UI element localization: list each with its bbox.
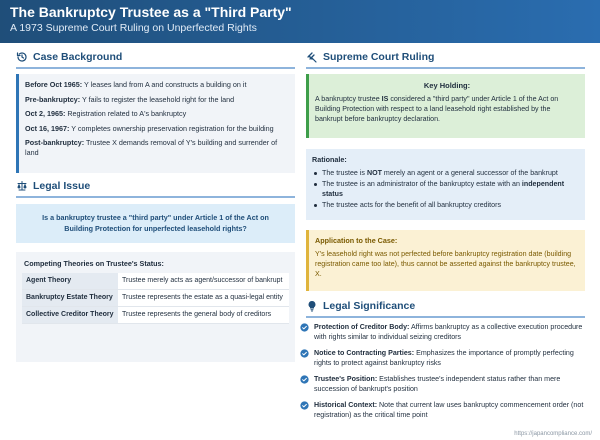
key-holding-box bbox=[306, 74, 585, 138]
timeline-text: Trustee X demands removal of Y's building and surrender of land bbox=[25, 138, 278, 158]
section-divider bbox=[306, 67, 585, 69]
page-subtitle: A 1973 Supreme Court Ruling on Unperfected Rights bbox=[10, 22, 257, 34]
timeline-label: Oct 16, 1967: bbox=[25, 123, 70, 133]
significance-label: Historical Context: bbox=[314, 401, 378, 409]
rationale-box bbox=[306, 149, 585, 220]
timeline-text: Y fails to register the leasehold right for the land bbox=[80, 94, 235, 104]
significance-label: Trustee's Position: bbox=[314, 375, 378, 383]
legal-significance-heading bbox=[306, 300, 415, 312]
ruling-heading bbox=[306, 51, 434, 63]
section-divider bbox=[16, 67, 295, 69]
check-circle-icon bbox=[300, 401, 309, 410]
significance-detail: Emphasizes the importance of promptly perfecting rights to protect against bankruptcy risks bbox=[314, 349, 574, 367]
significance-text bbox=[314, 400, 590, 420]
legal-issue-title: Legal Issue bbox=[33, 180, 91, 192]
theory-description: Trustee represents the estate as a quasi-legal entity bbox=[118, 290, 289, 307]
gavel-icon bbox=[306, 51, 318, 63]
timeline-text: Y completes ownership preservation registration for the building bbox=[69, 123, 274, 133]
list-item bbox=[300, 322, 590, 342]
table-row bbox=[22, 290, 289, 307]
timeline-text: Registration related to A's bankruptcy bbox=[65, 109, 187, 119]
timeline-label: Oct 2, 1965: bbox=[25, 109, 66, 119]
case-background-heading bbox=[16, 51, 122, 63]
key-holding-title: Key Holding: bbox=[423, 81, 471, 90]
case-background-box bbox=[16, 74, 295, 173]
check-circle-icon bbox=[300, 349, 309, 358]
timeline-item bbox=[25, 138, 289, 158]
holding-text-start: A bankruptcy trustee bbox=[315, 95, 382, 103]
rationale-text: The trustee is bbox=[322, 169, 367, 177]
list-item bbox=[312, 168, 579, 178]
scale-icon bbox=[16, 180, 28, 192]
rationale-emphasis: NOT bbox=[366, 169, 382, 177]
theories-table bbox=[22, 273, 289, 324]
significance-text bbox=[314, 322, 590, 342]
legal-issue-heading bbox=[16, 180, 90, 192]
check-circle-icon bbox=[300, 375, 309, 384]
rationale-title: Rationale: bbox=[312, 155, 347, 164]
holding-text-end: considered a "third party" under Article 1 of the Act on Building Protection with respect to a land leasehold right established by the bankrupt before bankruptcy declaration. bbox=[315, 95, 559, 123]
check-circle-icon bbox=[300, 323, 309, 332]
section-divider bbox=[306, 316, 585, 318]
list-item bbox=[300, 348, 590, 368]
footer-url: https://japancompliance.com/ bbox=[514, 431, 592, 437]
timeline-label: Before Oct 1965: bbox=[25, 80, 83, 89]
table-row bbox=[22, 273, 289, 290]
timeline-item bbox=[25, 80, 289, 90]
case-background-title: Case Background bbox=[33, 51, 123, 63]
rationale-text: The trustee is an administrator of the bankruptcy estate with an bbox=[322, 180, 522, 188]
legal-issue-question: Is a bankruptcy trustee a "third party" under Article 1 of the Act on Building Protection for unperfected leasehold rights? bbox=[16, 204, 295, 243]
application-box bbox=[306, 230, 585, 291]
significance-text bbox=[314, 374, 590, 394]
timeline-item bbox=[25, 95, 289, 105]
significance-detail: Note that current law uses bankruptcy commencement order (not registration) as the critical time point bbox=[314, 401, 584, 419]
legal-significance-title: Legal Significance bbox=[323, 300, 416, 312]
list-item bbox=[300, 374, 590, 394]
timeline-label: Pre-bankruptcy: bbox=[25, 94, 81, 104]
page-header bbox=[0, 0, 600, 43]
key-holding-text bbox=[315, 94, 579, 124]
theory-name: Collective Creditor Theory bbox=[22, 307, 118, 324]
application-title: Application to the Case: bbox=[315, 236, 398, 245]
significance-text bbox=[314, 348, 590, 368]
significance-list bbox=[300, 322, 590, 426]
ruling-title: Supreme Court Ruling bbox=[323, 51, 435, 63]
significance-detail: Establishes trustee's independent status rather than mere succession of bankrupt's position bbox=[314, 375, 561, 393]
rationale-emphasis: independent status bbox=[322, 180, 565, 198]
theory-description: Trustee merely acts as agent/successor of bankrupt bbox=[118, 273, 289, 290]
timeline-text: Y leases land from A and constructs a building on it bbox=[82, 80, 247, 89]
section-divider bbox=[16, 196, 295, 198]
significance-label: Notice to Contracting Parties: bbox=[314, 349, 415, 357]
rationale-list bbox=[312, 168, 579, 210]
significance-detail: Affirms bankruptcy as a collective execution procedure with rights similar to individual seizing creditors bbox=[314, 323, 583, 341]
rationale-text: merely an agent or a general successor of the bankrupt bbox=[381, 169, 558, 177]
holding-emphasis: IS bbox=[381, 95, 389, 103]
list-item bbox=[300, 400, 590, 420]
timeline-label: Post-bankruptcy: bbox=[25, 138, 85, 148]
rationale-text: The trustee acts for the benefit of all bankruptcy creditors bbox=[322, 201, 502, 209]
competing-theories-title: Competing Theories on Trustee's Status: bbox=[24, 259, 164, 268]
theory-name: Bankruptcy Estate Theory bbox=[22, 290, 118, 307]
timeline-item bbox=[25, 109, 289, 119]
theory-name: Agent Theory bbox=[22, 273, 118, 290]
list-item bbox=[312, 179, 579, 199]
lightbulb-icon bbox=[306, 300, 318, 312]
significance-label: Protection of Creditor Body: bbox=[314, 323, 410, 331]
table-row bbox=[22, 307, 289, 324]
application-text: Y's leasehold right was not perfected before bankruptcy registration date (building registration came too late), thus cannot be asserted against the bankruptcy trustee, X. bbox=[315, 250, 576, 278]
page-title: The Bankruptcy Trustee as a "Third Party" bbox=[10, 4, 292, 20]
list-item bbox=[312, 200, 579, 210]
history-icon bbox=[16, 51, 28, 63]
timeline-item bbox=[25, 124, 289, 134]
competing-theories-box bbox=[16, 252, 295, 362]
theory-description: Trustee represents the general body of creditors bbox=[118, 307, 289, 324]
